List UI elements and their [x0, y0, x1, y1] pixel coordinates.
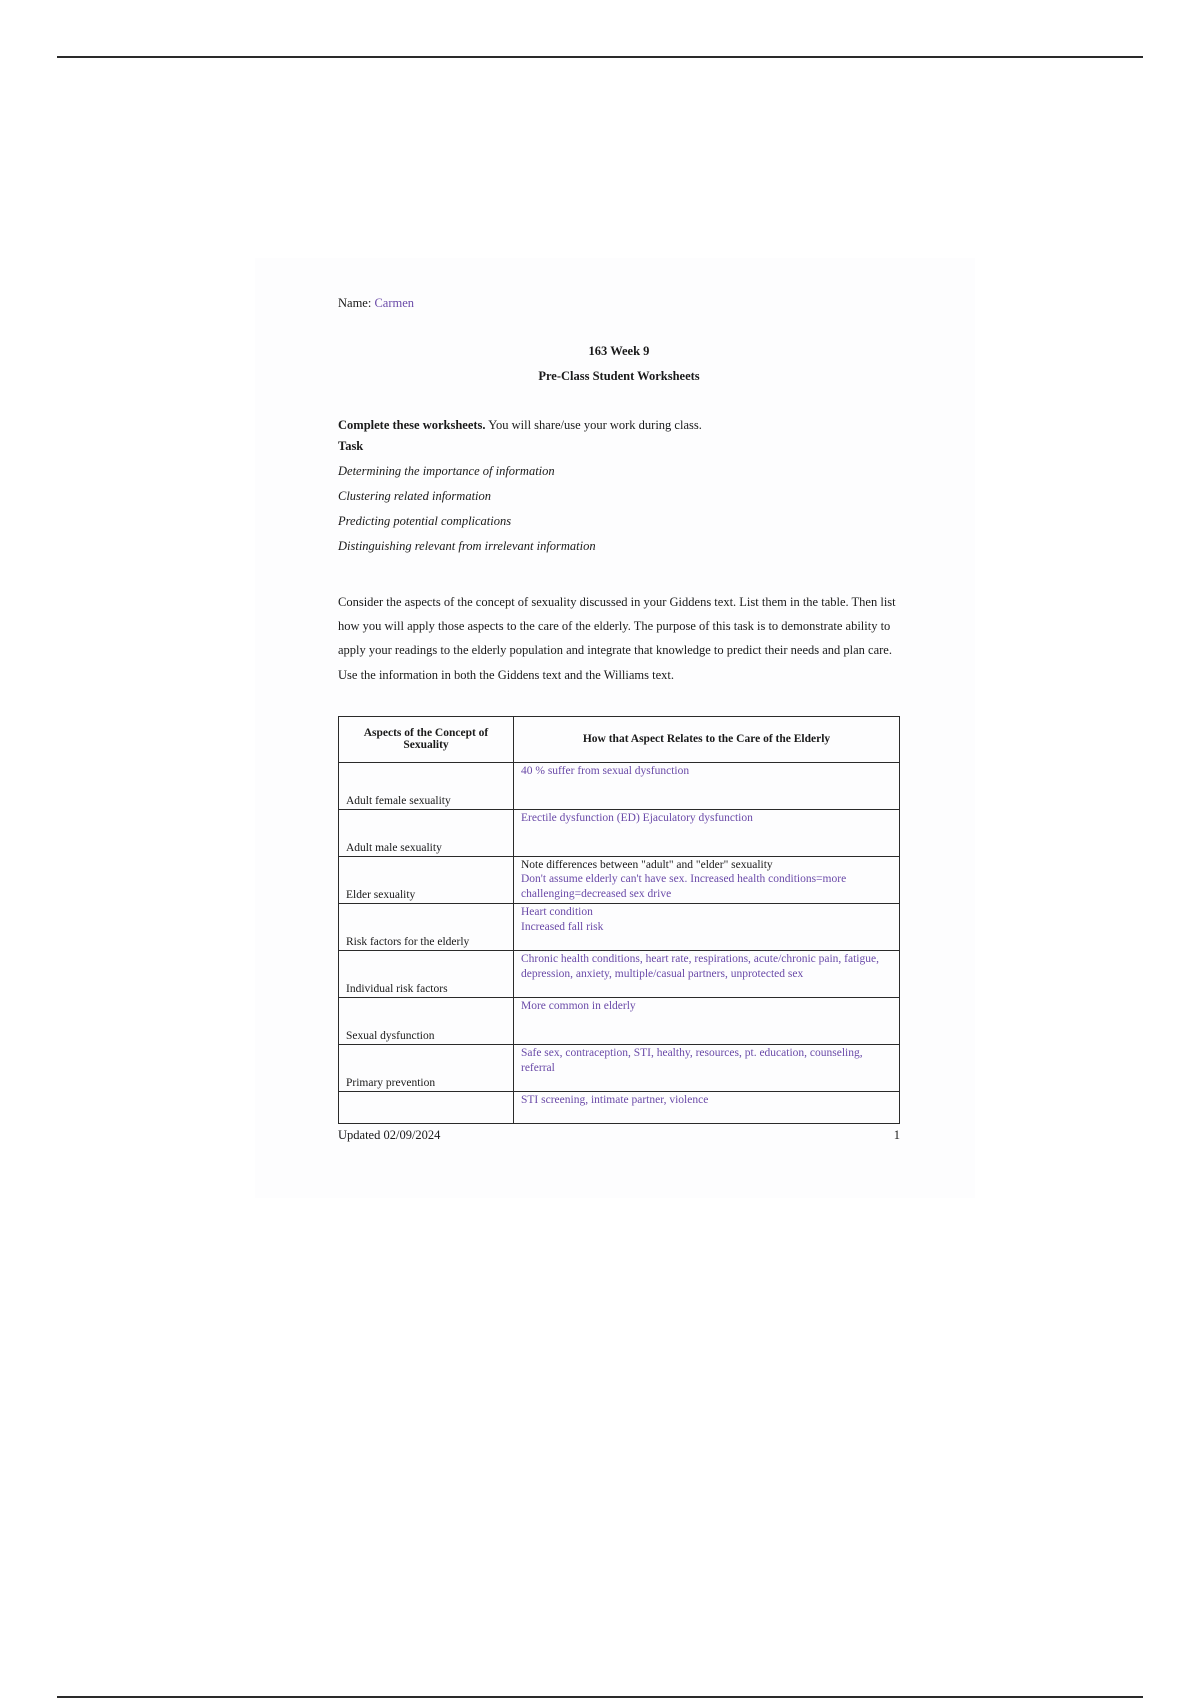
relation-cell: Chronic health conditions, heart rate, respirations, acute/chronic pain, fatigue, depression, anxiety, multiple/casual partners, unprotected sex	[514, 951, 900, 998]
name-value: Carmen	[374, 296, 415, 310]
page-footer	[338, 1128, 900, 1143]
task-item: Determining the importance of information	[338, 464, 555, 478]
relation-cell: STI screening, intimate partner, violence	[514, 1092, 900, 1124]
course-title: 163 Week 9	[588, 344, 650, 358]
relation-cell: More common in elderly	[514, 998, 900, 1045]
intro-bold: Complete these worksheets.	[338, 418, 486, 432]
top-rule	[57, 56, 1143, 58]
table-header-row	[339, 717, 900, 763]
aspect-cell	[339, 1092, 514, 1124]
aspect-cell: Individual risk factors	[339, 951, 514, 998]
aspect-cell: Sexual dysfunction	[339, 998, 514, 1045]
task-item: Distinguishing relevant from irrelevant information	[338, 539, 596, 553]
updated-date: Updated 02/09/2024	[338, 1128, 441, 1142]
relation-cell: Erectile dysfunction (ED) Ejaculatory dysfunction	[514, 810, 900, 857]
table-row	[339, 1092, 900, 1124]
intro-line	[338, 418, 702, 433]
instructions-paragraph: Consider the aspects of the concept of sexuality discussed in your Giddens text. List them in the table. Then list how you will apply those aspects to the care of the elderly. The purpose of this task is to demonstrate ability to apply your readings to the elderly population and integrate that knowledge to predict their needs and plan care. Use the information in both the Giddens text and the Williams text.	[338, 595, 896, 682]
bottom-rule	[57, 1696, 1143, 1698]
relation-cell: Safe sex, contraception, STI, healthy, resources, pt. education, counseling, referral	[514, 1045, 900, 1092]
task-item: Clustering related information	[338, 489, 492, 503]
task-item: Predicting potential complications	[338, 514, 512, 528]
worksheet-title: Pre-Class Student Worksheets	[538, 369, 700, 383]
page-number: 1	[893, 1128, 900, 1142]
relation-cell: 40 % suffer from sexual dysfunction	[514, 763, 900, 810]
task-label: Task	[338, 439, 364, 453]
relation-note: Note differences between "adult" and "elder" sexuality	[521, 859, 773, 871]
table-row	[339, 857, 900, 904]
table-row	[339, 763, 900, 810]
aspect-cell: Adult male sexuality	[339, 810, 514, 857]
name-label: Name:	[338, 296, 375, 310]
relation-cell	[514, 857, 900, 904]
table-row	[339, 810, 900, 857]
column-header-relation: How that Aspect Relates to the Care of the Elderly	[514, 717, 900, 763]
task-list	[338, 464, 596, 564]
table-row	[339, 951, 900, 998]
aspect-cell: Adult female sexuality	[339, 763, 514, 810]
table-row	[339, 1045, 900, 1092]
aspect-cell: Risk factors for the elderly	[339, 904, 514, 951]
table-row	[339, 904, 900, 951]
aspect-cell: Elder sexuality	[339, 857, 514, 904]
table-row	[339, 998, 900, 1045]
intro-rest: You will share/use your work during class.	[485, 418, 702, 432]
aspect-cell: Primary prevention	[339, 1045, 514, 1092]
relation-text: Don't assume elderly can't have sex. Increased health conditions=more challenging=decreased sex drive	[521, 873, 847, 900]
relation-cell: Heart condition Increased fall risk	[514, 904, 900, 951]
column-header-aspects: Aspects of the Concept of Sexuality	[339, 717, 514, 763]
name-line	[338, 296, 414, 311]
aspects-table	[338, 716, 900, 1124]
